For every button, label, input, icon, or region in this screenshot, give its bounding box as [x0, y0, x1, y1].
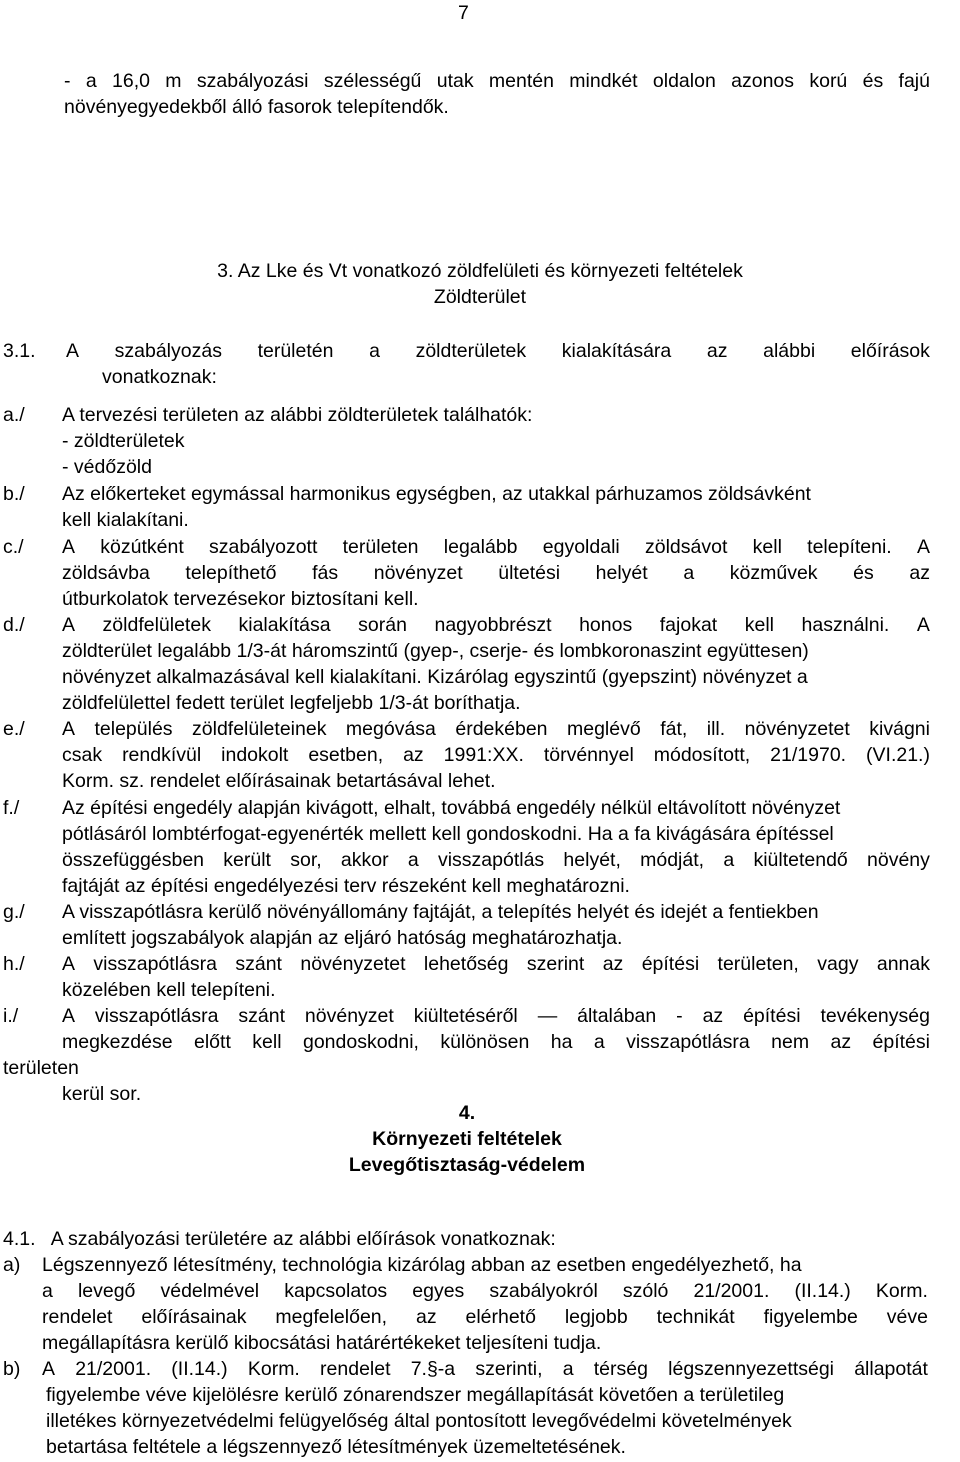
page-number: 7 [458, 2, 469, 24]
word: fajokat [659, 614, 718, 636]
word: telepíteni. [807, 536, 892, 558]
item-e-line-3: Korm. sz. rendelet előírásainak betartásával lehet. [62, 770, 496, 792]
word: térség [593, 1358, 648, 1380]
word: a [562, 1358, 574, 1380]
word: akkor [340, 849, 389, 871]
item-h-label: h./ [3, 953, 25, 975]
word: A [66, 340, 80, 362]
word: — [537, 1005, 558, 1027]
item-b-label: b./ [3, 483, 25, 505]
word: figyelembe [763, 1306, 858, 1328]
item-4b-line-3: illetékes környezetvédelmi felügyelőség által pontosított levegővédelmi követelmények [46, 1410, 792, 1432]
word: A [916, 536, 930, 558]
word: zöldfelületek [102, 614, 211, 636]
item-c-line-2 [62, 560, 930, 586]
word: a [85, 70, 97, 92]
word: helyét [595, 562, 648, 584]
item-d-label: d./ [3, 614, 25, 636]
item-c-line-3: útburkolatok tervezésekor biztosítani kell. [62, 588, 419, 610]
word: érdekében [455, 718, 548, 740]
word: rendkívül [122, 744, 202, 766]
word: területen [342, 536, 419, 558]
item-g-label: g./ [3, 901, 25, 923]
word: közművek [729, 562, 818, 584]
word: szerint [526, 953, 585, 975]
word: a [369, 340, 380, 362]
item-4b-line-4: betartása feltétele a légszennyező létesítmények üzemeltetésének. [46, 1436, 626, 1458]
word: kiültetendő [753, 849, 848, 871]
word: honos [579, 614, 633, 636]
para-3-1-number: 3.1. [3, 340, 36, 362]
word: korú [809, 70, 848, 92]
word: visszapótlás [437, 849, 545, 871]
word: zöldfelületeinek [192, 718, 327, 740]
word: előírások [850, 340, 930, 362]
word: A [62, 536, 76, 558]
section-4-heading-1: Környezeti feltételek [372, 1128, 562, 1150]
item-f-line-4: fajtáját az építési engedélyezési terv részeként kell meghatározni. [62, 875, 630, 897]
word: területen, [717, 953, 799, 975]
item-i-line-1 [62, 1003, 930, 1029]
item-h-line-1 [62, 951, 930, 977]
word: nem [771, 1031, 810, 1053]
item-d-line-2: zöldterület legalább 1/3-át háromszintű (gyep-, cserje- és lombkoronaszint együttesen) [62, 640, 809, 662]
word: és [862, 70, 884, 92]
word: Korm. [875, 1280, 928, 1302]
word: ill. [706, 718, 726, 740]
word: legalább [443, 536, 518, 558]
word: mindkét [569, 70, 638, 92]
word: egyes [412, 1280, 465, 1302]
word: használni. [801, 614, 890, 636]
word: közútként [100, 536, 184, 558]
item-a-line-3: - védőzöld [62, 456, 152, 478]
word: vagy [817, 953, 859, 975]
item-i-line-3: területen [3, 1057, 79, 1079]
word: - [64, 70, 71, 92]
item-b-line-2: kell kialakítani. [62, 509, 189, 531]
item-c-label: c./ [3, 536, 24, 558]
word: levegő [77, 1280, 136, 1302]
word: az [415, 1306, 437, 1328]
word: kapcsolatos [284, 1280, 388, 1302]
word: az [702, 1005, 724, 1027]
word: elérhető [465, 1306, 536, 1328]
word: nagyobbrészt [434, 614, 552, 636]
para-3-1-line-2: vonatkoznak: [102, 366, 217, 388]
word: A [62, 614, 76, 636]
word: lehetőség [423, 953, 509, 975]
word: az [830, 1031, 852, 1053]
item-4a-line-4: megállapításra kerülő kibocsátási határértékeket teljesíteni tudja. [42, 1332, 602, 1354]
word: 21/2001. [693, 1280, 770, 1302]
word: a [593, 1031, 605, 1053]
section-4-heading-2: Levegőtisztaság-védelem [348, 1154, 586, 1176]
word: kivágni [869, 718, 930, 740]
word: a [407, 849, 419, 871]
word: technikát [656, 1306, 735, 1328]
word: fát, [660, 718, 688, 740]
item-e-line-1 [62, 716, 930, 742]
word: A [62, 718, 76, 740]
word: zöldsávot [645, 536, 728, 558]
word: kialakítására [561, 340, 672, 362]
word: visszapótlásra [626, 1031, 750, 1053]
section-3-heading: 3. Az Lke és Vt vonatkozó zöldfelületi és környezeti feltételek [217, 260, 743, 282]
word: (VI.21.) [866, 744, 930, 766]
item-4a-line-3 [42, 1304, 928, 1330]
word: zöldsávba [62, 562, 150, 584]
word: 7.§-a [410, 1358, 456, 1380]
word: az [403, 744, 424, 766]
word: esetben, [308, 744, 384, 766]
word: 16,0 [112, 70, 150, 92]
item-a-label: a./ [3, 404, 25, 426]
item-i-line-4: kerül sor. [62, 1083, 142, 1105]
word: előírásainak [141, 1306, 247, 1328]
word: építési [743, 1005, 801, 1027]
word: előtt [194, 1031, 231, 1053]
item-f-label: f./ [3, 797, 20, 819]
word: és [853, 562, 874, 584]
word: 21/1970. [770, 744, 847, 766]
word: megkezdése [62, 1031, 173, 1053]
word: (II.14.) [171, 1358, 228, 1380]
item-a-line-1: A tervezési területen az alábbi zöldterületek találhatók: [62, 404, 533, 426]
word: általában [577, 1005, 657, 1027]
word: került [223, 849, 271, 871]
word: kell [252, 1031, 282, 1053]
word: növény [867, 849, 930, 871]
item-4b-line-1 [42, 1356, 928, 1382]
item-g-line-2: említett jogszabályok alapján az eljáró hatóság meghatározhatja. [62, 927, 623, 949]
item-4a-line-2 [42, 1278, 928, 1304]
item-f-line-2: pótlásáról lombtérfogat-egyenérték mellett kell gondoskodni. Ha a fa kivágására építéssel [62, 823, 834, 845]
word: oldalon [652, 70, 716, 92]
word: kell [752, 536, 782, 558]
word: gondoskodni, [302, 1031, 419, 1053]
word: növényzet [304, 1005, 394, 1027]
word: növényzetet [300, 953, 406, 975]
intro-line-2: növényegyedekből álló fasorok telepítendők. [64, 96, 449, 118]
word: ha [550, 1031, 573, 1053]
item-e-label: e./ [3, 718, 25, 740]
word: a [42, 1280, 53, 1302]
word: A [62, 1005, 76, 1027]
word: A [42, 1358, 56, 1380]
word: A [916, 614, 930, 636]
word: szabályozás [114, 340, 222, 362]
word: összefüggésben [62, 849, 205, 871]
word: meglévő [567, 718, 641, 740]
item-f-line-1: Az építési engedély alapján kivágott, elhalt, továbbá engedély nélkül eltávolított növényzet [62, 797, 841, 819]
word: annak [876, 953, 930, 975]
word: ültetési [498, 562, 561, 584]
item-i-line-2 [62, 1029, 930, 1055]
item-i-label: i./ [3, 1005, 19, 1027]
word: fajú [898, 70, 930, 92]
word: kiültetéséről [413, 1005, 518, 1027]
word: sor, [290, 849, 322, 871]
word: szabályozási [196, 70, 309, 92]
word: mentén [488, 70, 554, 92]
word: csak [62, 744, 103, 766]
word: utak [436, 70, 474, 92]
item-d-line-3: növényzet alkalmazásával kell kialakítani. Kizárólag egyszintű (gyepszint) növényzet a [62, 666, 808, 688]
word: rendelet [42, 1306, 113, 1328]
word: visszapótlásra [93, 953, 217, 975]
word: a [723, 849, 735, 871]
word: állapotát [854, 1358, 928, 1380]
word: módját, [640, 849, 705, 871]
word: szabályokról [489, 1280, 598, 1302]
word: A [62, 953, 76, 975]
word: növényzetet [744, 718, 850, 740]
word: zöldterületek [415, 340, 527, 362]
word: építési [872, 1031, 930, 1053]
para-3-1-line-1 [66, 338, 930, 364]
word: település [94, 718, 173, 740]
word: megóvása [345, 718, 436, 740]
word: rendelet [320, 1358, 391, 1380]
word: azonos [731, 70, 795, 92]
word: építési [641, 953, 700, 975]
item-g-line-1: A visszapótlásra kerülő növényállomány fajtáját, a telepítés helyét és idejét a fentiekben [62, 901, 819, 923]
word: - [676, 1005, 683, 1027]
item-d-line-1 [62, 612, 930, 638]
word: tevékenység [820, 1005, 930, 1027]
word: légszennyezettségi [668, 1358, 835, 1380]
word: különösen [440, 1031, 530, 1053]
word: helyét, [563, 849, 621, 871]
item-b-line-1: Az előkerteket egymással harmonikus egységben, az utakkal párhuzamos zöldsávként [62, 483, 811, 505]
item-4b-label: b) [3, 1358, 21, 1380]
word: kell [744, 614, 774, 636]
word: szerinti, [475, 1358, 543, 1380]
word: a [683, 562, 695, 584]
item-c-line-1 [62, 534, 930, 560]
item-4a-label: a) [3, 1254, 21, 1276]
item-a-line-2: - zöldterületek [62, 430, 185, 452]
word: alábbi [763, 340, 816, 362]
para-4-1: 4.1. A szabályozási területére az alábbi előírások vonatkoznak: [3, 1228, 556, 1250]
word: telepíthető [185, 562, 277, 584]
word: védelmével [160, 1280, 260, 1302]
word: törvénnyel [543, 744, 634, 766]
word: szabályozott [208, 536, 318, 558]
word: növényzet [373, 562, 463, 584]
word: indokolt [221, 744, 289, 766]
word: 1991:XX. [443, 744, 524, 766]
word: megfelelően, [275, 1306, 388, 1328]
word: kialakítása [238, 614, 331, 636]
word: fás [312, 562, 339, 584]
word: az [909, 562, 930, 584]
word: szélességű [323, 70, 422, 92]
word: m [165, 70, 182, 92]
word: Korm. [247, 1358, 300, 1380]
item-h-line-2: közelében kell telepíteni. [62, 979, 276, 1001]
word: szánt [238, 1005, 285, 1027]
word: véve [886, 1306, 928, 1328]
word: az [602, 953, 624, 975]
word: egyoldali [542, 536, 620, 558]
word: 21/2001. [75, 1358, 152, 1380]
word: szánt [235, 953, 282, 975]
intro-line-1 [64, 68, 930, 94]
item-4a-line-1: Légszennyező létesítmény, technológia kizárólag abban az esetben engedélyezhető, ha [42, 1254, 802, 1276]
word: szóló [622, 1280, 669, 1302]
section-4-number: 4. [458, 1102, 476, 1124]
word: legjobb [564, 1306, 628, 1328]
word: módosított, [653, 744, 751, 766]
item-d-line-4: zöldfelülettel fedett terület legfeljebb 1/3-át boríthatja. [62, 692, 521, 714]
word: (II.14.) [794, 1280, 851, 1302]
word: területén [257, 340, 334, 362]
item-f-line-3 [62, 847, 930, 873]
word: az [706, 340, 728, 362]
section-3-subheading: Zöldterület [433, 286, 527, 308]
item-e-line-2 [62, 742, 930, 768]
item-4b-line-2: figyelembe véve kijelölésre kerülő zónarendszer megállapítását követően a területileg [46, 1384, 785, 1406]
word: során [358, 614, 407, 636]
word: visszapótlásra [94, 1005, 219, 1027]
